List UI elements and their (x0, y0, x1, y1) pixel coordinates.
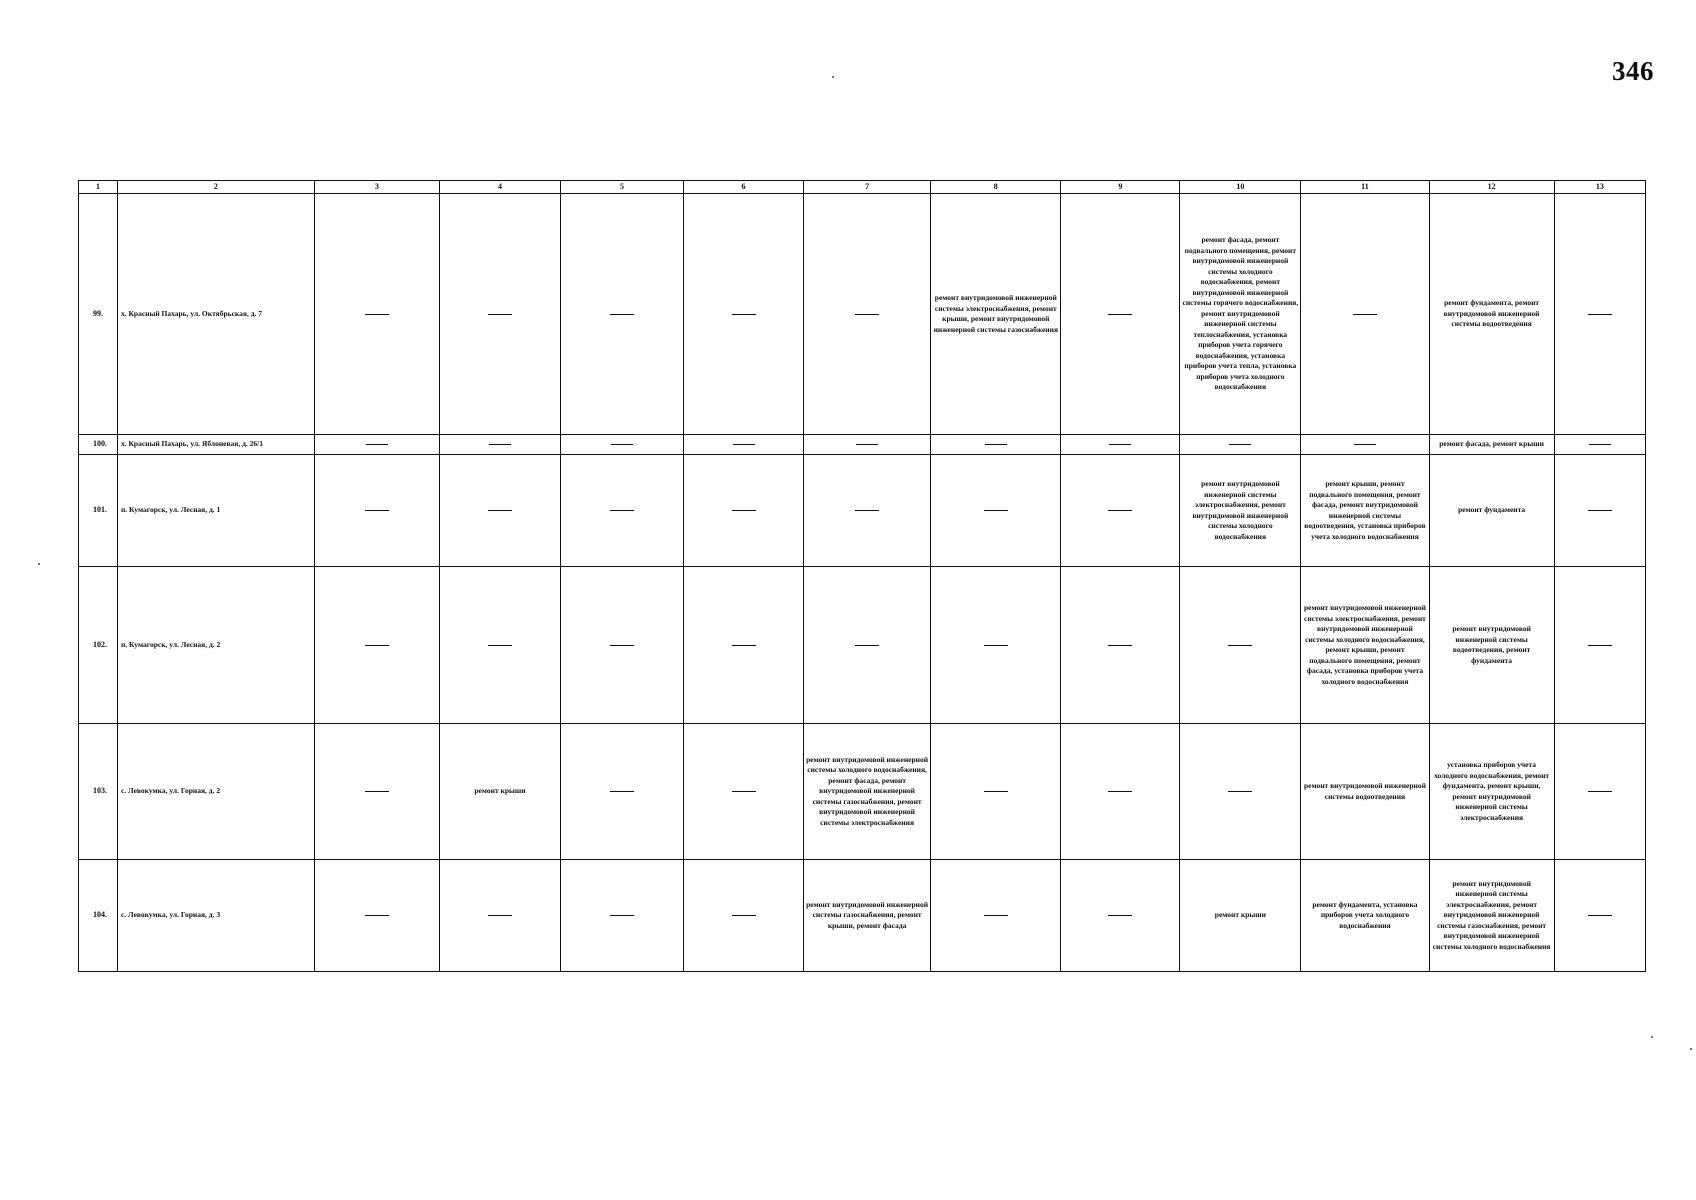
work-description-cell: ремонт внутридомовой инженерной системы электроснабжения, ремонт внутридомовой инженерной системы холодного водоснабжения (1180, 455, 1301, 567)
row-number-cell: 102. (79, 567, 118, 724)
dash-mark (610, 314, 634, 315)
dash-mark (855, 645, 879, 646)
empty-dash-cell (560, 435, 683, 455)
empty-dash-cell (314, 194, 439, 435)
address-cell: х. Красный Пахарь, ул. Октябрьская, д. 7 (117, 194, 314, 435)
empty-dash-cell (1554, 567, 1645, 724)
dash-mark (610, 791, 634, 792)
empty-dash-cell (931, 724, 1061, 860)
work-description-cell: установка приборов учета холодного водоснабжения, ремонт фундамента, ремонт крыши, ремонт внутридомовой инженерной системы электроснабжения (1429, 724, 1554, 860)
dash-mark (488, 645, 512, 646)
dash-mark (1354, 444, 1376, 445)
page-number: 346 (1612, 56, 1654, 86)
dash-mark (1108, 791, 1132, 792)
dash-mark (1588, 510, 1612, 511)
address-cell: п. Кумагорск, ул. Лесная, д. 1 (117, 455, 314, 567)
empty-dash-cell (1061, 455, 1180, 567)
column-header: 5 (560, 181, 683, 194)
empty-dash-cell (684, 435, 804, 455)
address-cell: п. Кумагорск, ул. Лесная, д. 2 (117, 567, 314, 724)
empty-dash-cell (439, 194, 560, 435)
empty-dash-cell (684, 455, 804, 567)
work-description-cell: ремонт внутридомовой инженерной системы водоотведения (1301, 724, 1429, 860)
empty-dash-cell (314, 724, 439, 860)
work-description-cell: ремонт внутридомовой инженерной системы электроснабжения, ремонт крыши, ремонт внутридомовой инженерной системы газоснабжения (931, 194, 1061, 435)
column-header: 10 (1180, 181, 1301, 194)
table-row (79, 435, 1646, 455)
column-header: 11 (1301, 181, 1429, 194)
table-row (79, 194, 1646, 435)
dash-mark (984, 791, 1008, 792)
dash-mark (1353, 314, 1377, 315)
dash-mark (855, 510, 879, 511)
dash-mark (365, 915, 389, 916)
dash-mark (1108, 510, 1132, 511)
dash-mark (984, 915, 1008, 916)
table-row (79, 567, 1646, 724)
dash-mark (1108, 314, 1132, 315)
address-cell: х. Красный Пахарь, ул. Яблоневая, д. 26/1 (117, 435, 314, 455)
work-description-cell: ремонт фасада, ремонт крыши (1429, 435, 1554, 455)
empty-dash-cell (439, 567, 560, 724)
row-number-cell: 99. (79, 194, 118, 435)
column-header: 8 (931, 181, 1061, 194)
dash-mark (732, 791, 756, 792)
empty-dash-cell (1554, 194, 1645, 435)
row-number-cell: 104. (79, 860, 118, 972)
empty-dash-cell (314, 455, 439, 567)
empty-dash-cell (684, 724, 804, 860)
dash-mark (1108, 915, 1132, 916)
repair-schedule-table (78, 180, 1646, 972)
empty-dash-cell (931, 860, 1061, 972)
dash-mark (856, 444, 878, 445)
dash-mark (1228, 791, 1252, 792)
empty-dash-cell (439, 455, 560, 567)
column-header: 4 (439, 181, 560, 194)
empty-dash-cell (1301, 435, 1429, 455)
column-header: 6 (684, 181, 804, 194)
dash-mark (985, 444, 1007, 445)
empty-dash-cell (804, 455, 931, 567)
dash-mark (732, 510, 756, 511)
work-description-cell: ремонт крыши (1180, 860, 1301, 972)
empty-dash-cell (1061, 860, 1180, 972)
empty-dash-cell (1061, 567, 1180, 724)
table-row (79, 455, 1646, 567)
empty-dash-cell (1061, 194, 1180, 435)
work-description-cell: ремонт крыши, ремонт подвального помещения, ремонт фасада, ремонт внутридомовой инженерной системы водоотведения, установка приборов учета холодного водоснабжения (1301, 455, 1429, 567)
dash-mark (365, 510, 389, 511)
empty-dash-cell (684, 860, 804, 972)
empty-dash-cell (314, 567, 439, 724)
dash-mark (366, 444, 388, 445)
column-header: 2 (117, 181, 314, 194)
dash-mark (365, 314, 389, 315)
column-header: 1 (79, 181, 118, 194)
column-header: 9 (1061, 181, 1180, 194)
empty-dash-cell (439, 435, 560, 455)
work-description-cell: ремонт внутридомовой инженерной системы холодного водоснабжения, ремонт фасада, ремонт внутридомовой инженерной системы газоснабжения, ремонт внутридомовой инженерной системы электроснабжения (804, 724, 931, 860)
dash-mark (1589, 444, 1611, 445)
empty-dash-cell (560, 567, 683, 724)
table-row (79, 860, 1646, 972)
empty-dash-cell (804, 194, 931, 435)
dash-mark (488, 915, 512, 916)
column-header: 3 (314, 181, 439, 194)
dash-mark (732, 314, 756, 315)
row-number-cell: 103. (79, 724, 118, 860)
row-number-cell: 101. (79, 455, 118, 567)
empty-dash-cell (439, 860, 560, 972)
dash-mark (365, 791, 389, 792)
dash-mark (732, 915, 756, 916)
empty-dash-cell (560, 724, 683, 860)
empty-dash-cell (684, 567, 804, 724)
empty-dash-cell (314, 435, 439, 455)
empty-dash-cell (1554, 435, 1645, 455)
work-description-cell: ремонт фасада, ремонт подвального помещения, ремонт внутридомовой инженерной системы холодного водоснабжения, ремонт внутридомовой инженерной системы горячего водоснабжения, ремонт внутридомовой инженерной системы теплоснабжения, установка приборов учета горячего водоснабжения, установка приборов учета тепла, установка приборов учета холодного водоснабжения (1180, 194, 1301, 435)
dash-mark (1588, 915, 1612, 916)
dash-mark (611, 444, 633, 445)
work-description-cell: ремонт внутридомовой инженерной системы электроснабжения, ремонт внутридомовой инженерной системы холодного водоснабжения, ремонт крыши, ремонт подвального помещения, ремонт фасада, установка приборов учета холодного водоснабжения (1301, 567, 1429, 724)
work-description-cell: ремонт фундамента (1429, 455, 1554, 567)
dash-mark (610, 645, 634, 646)
empty-dash-cell (560, 194, 683, 435)
empty-dash-cell (804, 567, 931, 724)
dash-mark (733, 444, 755, 445)
empty-dash-cell (1301, 194, 1429, 435)
dash-mark (1109, 444, 1131, 445)
column-header: 7 (804, 181, 931, 194)
column-number-row (79, 181, 1646, 194)
empty-dash-cell (1180, 435, 1301, 455)
empty-dash-cell (1554, 455, 1645, 567)
scan-speck (38, 563, 40, 565)
work-description-cell: ремонт внутридомовой инженерной системы газоснабжения, ремонт крыши, ремонт фасада (804, 860, 931, 972)
dash-mark (365, 645, 389, 646)
dash-mark (1228, 645, 1252, 646)
row-number-cell: 100. (79, 435, 118, 455)
dash-mark (489, 444, 511, 445)
dash-mark (1229, 444, 1251, 445)
dash-mark (1588, 314, 1612, 315)
empty-dash-cell (931, 435, 1061, 455)
scan-speck (832, 76, 834, 78)
empty-dash-cell (314, 860, 439, 972)
scan-speck (1690, 1048, 1692, 1050)
work-description-cell: ремонт фундамента, ремонт внутридомовой инженерной системы водоотведения (1429, 194, 1554, 435)
dash-mark (855, 314, 879, 315)
dash-mark (732, 645, 756, 646)
empty-dash-cell (560, 455, 683, 567)
address-cell: с. Левокумка, ул. Горная, д. 2 (117, 724, 314, 860)
empty-dash-cell (931, 455, 1061, 567)
dash-mark (488, 510, 512, 511)
dash-mark (1588, 645, 1612, 646)
empty-dash-cell (1180, 724, 1301, 860)
address-cell: с. Левокумка, ул. Горная, д. 3 (117, 860, 314, 972)
dash-mark (1588, 791, 1612, 792)
empty-dash-cell (684, 194, 804, 435)
empty-dash-cell (1061, 435, 1180, 455)
empty-dash-cell (1554, 724, 1645, 860)
work-description-cell: ремонт фундамента, установка приборов учета холодного водоснабжения (1301, 860, 1429, 972)
dash-mark (610, 510, 634, 511)
dash-mark (1108, 645, 1132, 646)
table-row (79, 724, 1646, 860)
dash-mark (610, 915, 634, 916)
empty-dash-cell (931, 567, 1061, 724)
empty-dash-cell (1180, 567, 1301, 724)
work-description-cell: ремонт крыши (439, 724, 560, 860)
column-header: 13 (1554, 181, 1645, 194)
dash-mark (488, 314, 512, 315)
column-header: 12 (1429, 181, 1554, 194)
empty-dash-cell (1554, 860, 1645, 972)
dash-mark (984, 510, 1008, 511)
work-description-cell: ремонт внутридомовой инженерной системы водоотведения, ремонт фундамента (1429, 567, 1554, 724)
scan-speck (1651, 1036, 1653, 1038)
dash-mark (984, 645, 1008, 646)
work-description-cell: ремонт внутридомовой инженерной системы электроснабжения, ремонт внутридомовой инженерной системы газоснабжения, ремонт внутридомовой инженерной системы холодного водоснабжения (1429, 860, 1554, 972)
empty-dash-cell (560, 860, 683, 972)
empty-dash-cell (1061, 724, 1180, 860)
empty-dash-cell (804, 435, 931, 455)
